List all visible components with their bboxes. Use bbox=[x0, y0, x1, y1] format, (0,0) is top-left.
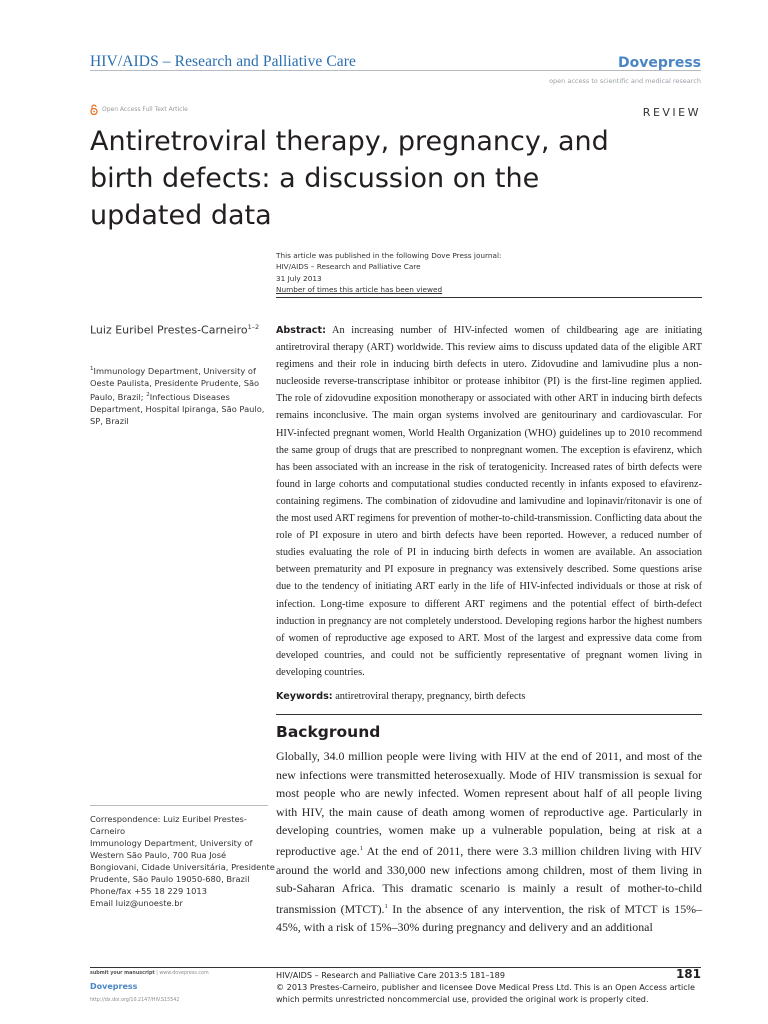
article-title: Antiretroviral therapy, pregnancy, and birth defects: a discussion on the updated data bbox=[90, 126, 609, 231]
background-paragraph bbox=[276, 747, 702, 937]
correspondence-name: Correspondence: Luiz Euribel Prestes-Carneiro bbox=[90, 814, 247, 836]
author-name-text: Luiz Euribel Prestes-Carneiro bbox=[90, 323, 248, 337]
correspondence-block bbox=[90, 813, 276, 909]
open-access-label: Open Access Full Text Article bbox=[102, 106, 188, 113]
publication-note: This article was published in the following Dove Press journal: bbox=[276, 251, 502, 260]
open-access-badge bbox=[90, 104, 188, 115]
keywords-divider bbox=[276, 714, 702, 715]
publication-divider bbox=[276, 297, 702, 298]
correspondence-email[interactable]: Email luiz@unoeste.br bbox=[90, 898, 183, 908]
doi-link[interactable]: http://dx.doi.org/10.2147/HIV.S15542 bbox=[90, 998, 180, 1003]
submit-manuscript-link[interactable]: submit your manuscript | www.dovepress.com bbox=[90, 971, 209, 976]
affiliation-1: Immunology Department, University of Oeste Paulista, Presidente Prudente, São Paulo, Brazil; bbox=[90, 365, 260, 402]
background-text-3: In the absence of any intervention, the risk of MTCT is 15%–45%, with a risk of 15%–30% during pregnancy and delivery and an additional bbox=[276, 901, 702, 935]
publication-info bbox=[276, 250, 502, 295]
background-text-1: Globally, 34.0 million people were living with HIV at the end of 2011, and most of the new infections were transmitted heterosexually. Mode of HIV transmission is sexual for most people who are newly infected. Women represent about half of all people living with HIV, the main cause of death among women of reproductive age. Particularly in developing countries, women make up a vulnerable population, being at risk at a reproductive age. bbox=[276, 749, 702, 858]
correspondence-phone: Phone/fax +55 18 229 1013 bbox=[90, 886, 207, 896]
affiliation-2-sup: 2 bbox=[146, 391, 150, 398]
footer-divider bbox=[90, 967, 701, 968]
reference-1[interactable]: 1 bbox=[359, 844, 364, 852]
keywords bbox=[276, 689, 702, 704]
copyright-notice: © 2013 Prestes-Carneiro, publisher and licensee Dove Medical Press Ltd. This is an Open Access article which permits unrestricted noncommercial use, provided the original work is properly cited. bbox=[276, 982, 695, 1004]
citation: HIV/AIDS – Research and Palliative Care 2013:5 181–189 bbox=[276, 970, 505, 980]
abstract bbox=[276, 322, 702, 681]
submit-label: submit your manuscript bbox=[90, 971, 155, 976]
section-heading-background: Background bbox=[276, 723, 381, 741]
keywords-text: antiretroviral therapy, pregnancy, birth defects bbox=[335, 691, 526, 702]
brand-tagline: open access to scientific and medical research bbox=[549, 77, 701, 85]
background-text-2: At the end of 2011, there were 3.3 million children living with HIV around the world and 330,000 new infections among children, most of them living in sub-Saharan Africa. This dramatic scenario is mainly a result of mother-to-child transmission (MTCT). bbox=[276, 843, 702, 916]
open-access-lock-icon bbox=[90, 104, 98, 115]
article-type-label: REVIEW bbox=[642, 106, 701, 119]
article-views-link[interactable]: Number of times this article has been viewed bbox=[276, 284, 443, 294]
dovepress-logo[interactable]: Dovepress bbox=[618, 55, 701, 71]
correspondence-address: Immunology Department, University of Western São Paulo, 700 Rua José Bongiovani, Cidade Universitária, Presidente Prudente, São Paulo 19050-680, Brazil bbox=[90, 838, 275, 884]
publication-journal: HIV/AIDS – Research and Palliative Care bbox=[276, 262, 421, 272]
reference-1b[interactable]: 1 bbox=[384, 902, 388, 910]
keywords-label: Keywords: bbox=[276, 691, 333, 702]
author-affiliation-sup: 1–2 bbox=[247, 323, 260, 331]
page-number: 181 bbox=[675, 967, 701, 981]
abstract-label: Abstract: bbox=[276, 325, 326, 336]
header-divider bbox=[90, 70, 701, 71]
footer-dovepress-logo[interactable]: Dovepress bbox=[90, 982, 138, 991]
author-affiliations bbox=[90, 363, 268, 427]
affiliation-1-sup: 1 bbox=[90, 366, 94, 372]
author-name bbox=[90, 319, 260, 339]
affiliation-2: Infectious Diseases Department, Hospital Ipiranga, São Paulo, SP, Brazil bbox=[90, 391, 265, 426]
publication-date: 31 July 2013 bbox=[276, 273, 322, 283]
abstract-text: An increasing number of HIV-infected women of childbearing age are initiating antiretroviral therapy (ART) worldwide. This review aims to discuss updated data of the eligible ART regimens and their role in inducing birth defects in utero. Zidovudine and lamivudine plus a non-nucleoside reverse-transcriptase inhibitor or protease inhibitor (PI) is the first-line regimen applied. The role of zidovudine exposition monotherapy or associated with other ART in inducing birth defects remains inconclusive. The main organ systems involved are genitourinary and cardiovascular. For HIV-infected pregnant women, World Health Organization (WHO) guidelines up to 2010 recommend the same group of drugs that are prescribed to nonpregnant women. The exception is efavirenz, which has been associated with an increase in the risk of teratogenicity. Increased rates of birth defects were found in large cohorts and computational studies conducted recently in infants exposed to efavirenz-containing regimens. The combination of zidovudine and lamivudine and lopinavir/ritonavir is one of the most used ART regimens for prevention of mother-to-child-transmission. Conflicting data about the role of PI exposure in utero and birth defects have been reported. However, a reduced number of studies evaluating the role of PI in inducing birth defects in women are available. An association between prematurity and PI exposure in pregnancy was extensively described. Some questions arise due to the tendency of initiating ART early in the life of HIV-infected individuals or those at risk of infection. Long-time exposure to different ART regimens and the potential effect of birth-defect induction in pregnancy are not completely understood. Developing regions harbor the highest numbers of women of reproductive age exposed to ART. Most of the largest and expressive data come from developed countries, and could not be sufficiently representative of pregnant women living in developing countries. bbox=[276, 325, 702, 678]
journal-title: HIV/AIDS – Research and Palliative Care bbox=[90, 53, 357, 70]
submit-url: www.dovepress.com bbox=[159, 971, 209, 976]
correspondence-divider bbox=[90, 805, 268, 806]
